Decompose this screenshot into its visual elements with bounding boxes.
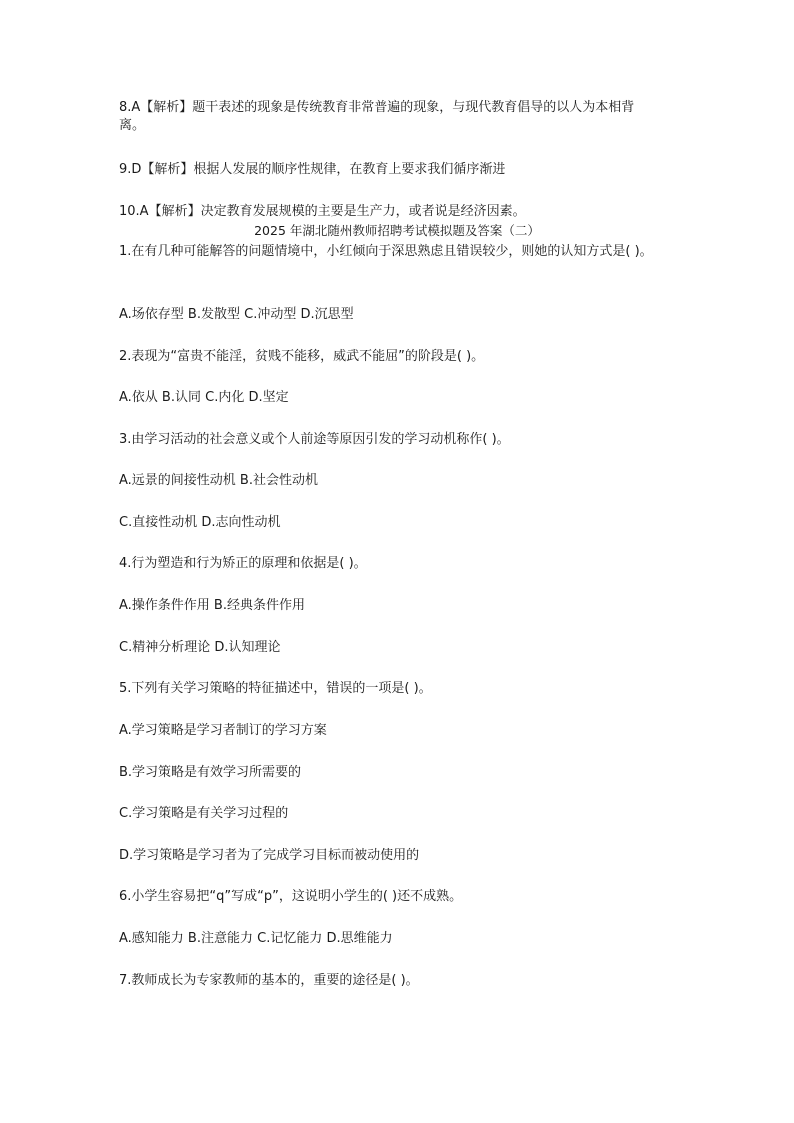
question-5-option-a: A.学习策略是学习者制订的学习方案 <box>119 723 327 738</box>
question-3: 3.由学习活动的社会意义或个人前途等原因引发的学习动机称作( )。 <box>119 432 510 447</box>
question-4-options-2: C.精神分析理论 D.认知理论 <box>119 640 281 655</box>
question-2-options: A.依从 B.认同 C.内化 D.坚定 <box>119 390 289 405</box>
answer-8-line-1: 8.A【解析】题干表述的现象是传统教育非常普遍的现象，与现代教育倡导的以人为本相背 <box>119 100 635 115</box>
question-1: 1.在有几种可能解答的问题情境中，小红倾向于深思熟虑且错误较少，则她的认知方式是( )。 <box>119 244 653 259</box>
question-5: 5.下列有关学习策略的特征描述中，错误的一项是( )。 <box>119 681 432 696</box>
question-5-option-b: B.学习策略是有效学习所需要的 <box>119 765 302 780</box>
question-4-options-1: A.操作条件作用 B.经典条件作用 <box>119 598 305 613</box>
question-2: 2.表现为“富贵不能淫，贫贱不能移，威武不能屈”的阶段是( )。 <box>119 349 485 364</box>
question-3-options-2: C.直接性动机 D.志向性动机 <box>119 515 281 530</box>
question-7: 7.教师成长为专家教师的基本的，重要的途径是( )。 <box>119 973 419 988</box>
question-1-options: A.场依存型 B.发散型 C.冲动型 D.沉思型 <box>119 307 354 322</box>
answer-9: 9.D【解析】根据人发展的顺序性规律，在教育上要求我们循序渐进 <box>119 162 506 177</box>
question-4: 4.行为塑造和行为矫正的原理和依据是( )。 <box>119 556 367 571</box>
question-6-options: A.感知能力 B.注意能力 C.记忆能力 D.思维能力 <box>119 931 393 946</box>
answer-10: 10.A【解析】决定教育发展规模的主要是生产力，或者说是经济因素。 <box>119 204 526 219</box>
question-6: 6.小学生容易把“q”写成“p”，这说明小学生的( )还不成熟。 <box>119 889 463 904</box>
question-5-option-d: D.学习策略是学习者为了完成学习目标而被动使用的 <box>119 848 420 863</box>
question-3-options-1: A.远景的间接性动机 B.社会性动机 <box>119 473 318 488</box>
document-title: 2025 年湖北随州教师招聘考试模拟题及答案（二） <box>254 223 540 238</box>
answer-8-line-2: 离。 <box>119 118 146 133</box>
question-5-option-c: C.学习策略是有关学习过程的 <box>119 806 289 821</box>
